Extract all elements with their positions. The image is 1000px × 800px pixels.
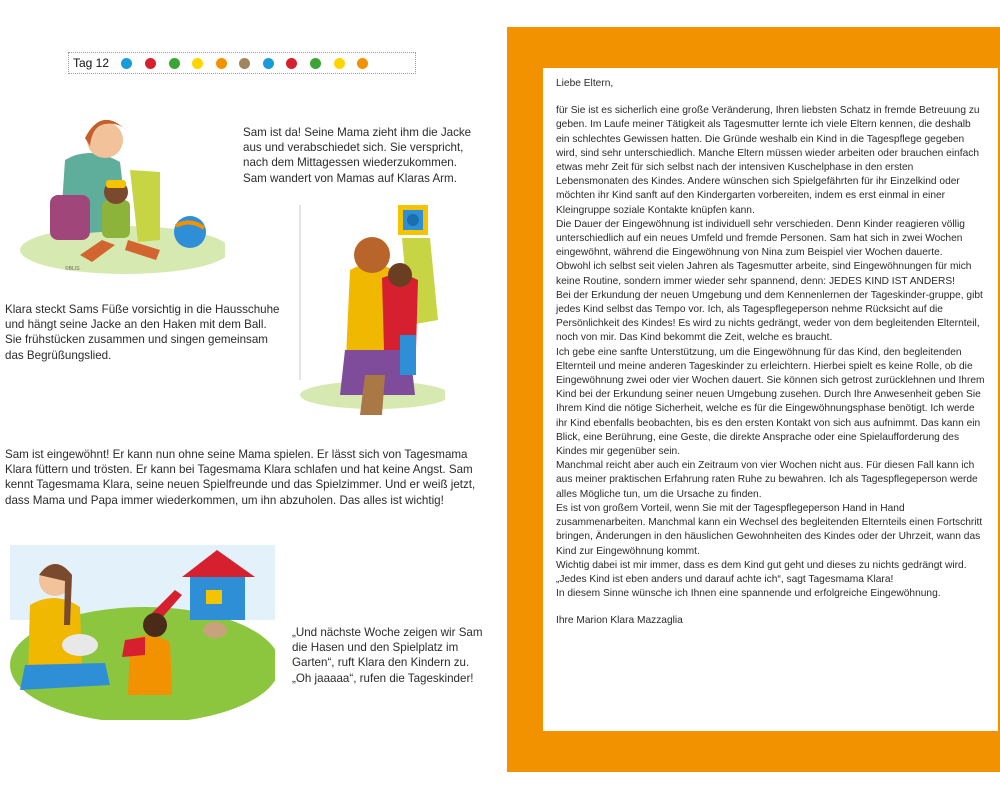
- letter-paragraph: Die Dauer der Eingewöhnung ist individuell sehr verschieden. Denn Kinder reagieren völlig unterschiedlich auf ein neues Umfeld und fremde Personen. Sam hat sich in zwei Wochen eingewöhnt, während die Eingewöhnung von Nina zum Beispiel vier Wochen dauerte.: [556, 218, 965, 259]
- letter-paragraph: Wichtig dabei ist mir immer, dass es dem Kind gut geht und dieses zu nichts gedrängt wird.: [556, 559, 967, 571]
- letter-signature: Ihre Marion Klara Mazzaglia: [556, 615, 683, 627]
- letter-paragraph: Es ist von großem Vorteil, wenn Sie mit der Tagespflegeperson Hand in Hand zusammenarbeiten. Manchmal kann ein Wechsel des begleitenden Elternteils einen Fortschritt bringen, Änderungen in den häuslichen Gewohnheiten des Kindes oder der Uhrzeit, wann das Kind zur Eingewöhnung kommt.: [556, 502, 983, 557]
- letter-paragraph: In diesem Sinne wünsche ich Ihnen eine spannende und erfolgreiche Eingewöhnung.: [556, 588, 941, 600]
- color-dot: [239, 58, 250, 69]
- letter-paragraph: Bei der Erkundung der neuen Umgebung und dem Kennenlernen der Tageskinder-gruppe, gibt jedes Kind selbst das Tempo vor. Ich, als Tagespflegeperson nehme Rücksicht auf die Persönlichkeit des Kindes! Es wird zu nichts gedrängt, weder von dem begleitenden Elternteil, noch von mir. Das Kind bekommt die Zeit, welche es braucht.: [556, 289, 983, 344]
- illustration-hanging-jacket: [290, 200, 445, 420]
- color-dot: [192, 58, 203, 69]
- letter-paragraph: „Jedes Kind ist eben anders und darauf achte ich“, sagt Tagesmama Klara!: [556, 573, 894, 585]
- color-dot: [216, 58, 227, 69]
- story-paragraph-1: Sam ist da! Seine Mama zieht ihm die Jacke aus und verabschiedet sich. Sie verspricht, nach dem Mittagessen wiederzukommen. Sam wandert von Mamas auf Klaras Arm.: [243, 126, 472, 185]
- copyright-mark: ©BLIS: [65, 266, 80, 272]
- story-quote-klara: „Und nächste Woche zeigen wir Sam die Hasen und den Spielplatz im Garten“, ruft Klara den Kindern zu.: [292, 626, 483, 670]
- story-paragraph-4: [292, 625, 487, 686]
- letter-paragraph: Ich gebe eine sanfte Unterstützung, um die Eingewöhnung für das Kind, den begleitenden Elternteil und meine anderen Tageskinder zu erleichtern. Hierbei spielt es keine Rolle, ob die Eingewöhnung zwei oder vier Wochen dauert. Sie können sich getrost zurücklehnen und Ihrem Kind bei der Erkundung seiner neuen Umgebung zusehen. Durch Ihre Anwesenheit geben Sie Ihrem Kind die nötige Sicherheit, welche es für die Eingewöhnungsphase benötigt. Ich werde ihr Kind ebenfalls beobachten, bis es den ersten Kontakt von sich aus aufnimmt. Das kann ein Blick, eine Berührung, eine Geste, die direkte Ansprache oder eine Spielaufforderung des Kindes mir gegenüber sein.: [556, 346, 985, 458]
- letter-paragraph: Manchmal reicht aber auch ein Zeitraum von vier Wochen nicht aus. Für diesen Fall kann ich aus meiner praktischen Erfahrung raten Ruhe zu bewahren. Ich als Tagespflegeperson werde alles Mögliche tun, um die Ursache zu finden.: [556, 460, 978, 500]
- day-tag-bar: [68, 52, 416, 74]
- illustration-garden-rabbits: [10, 545, 275, 720]
- color-dot: [263, 58, 274, 69]
- color-dot: [121, 58, 132, 69]
- story-paragraph-3: Sam ist eingewöhnt! Er kann nun ohne seine Mama spielen. Er lässt sich von Tagesmama Klara füttern und trösten. Er kann bei Tagesmama Klara schlafen und hat keine Angst. Sam kennt Tagesmama Klara, seine neuen Spielfreunde und das Spielzimmer. Und er weiß jetzt, dass Mama und Papa immer wiederkommen, um ihn abzuholen. Das alles ist wichtig!: [5, 448, 476, 507]
- color-dot: [310, 58, 321, 69]
- letter-greeting: Liebe Eltern,: [556, 78, 614, 89]
- color-dot: [334, 58, 345, 69]
- letter-to-parents: [556, 77, 986, 629]
- color-dot-row: [115, 58, 375, 69]
- day-tag-label: Tag 12: [73, 56, 110, 70]
- color-dot: [169, 58, 180, 69]
- color-dot: [145, 58, 156, 69]
- letter-paragraph: Obwohl ich selbst seit vielen Jahren als Tagesmutter arbeite, sind Eingewöhnungen für mich keine Routine, sondern immer wieder sehr spannend, denn: JEDES KIND IST ANDERS!: [556, 261, 972, 287]
- illustration-mother-takes-off-jacket: [10, 100, 225, 280]
- story-quote-children: „Oh jaaaaa“, rufen die Tageskinder!: [292, 671, 474, 685]
- letter-paragraph: für Sie ist es sicherlich eine große Veränderung, Ihren liebsten Schatz in fremde Betreuung zu geben. Im Laufe meiner Tätigkeit als Tagesmutter lernte ich viele Eltern kennen, die deshalb ein schlechtes Gewissen hatten. Die Gründe weshalb ein Kind in die Tagespflege gegeben wird, sind sehr unterschiedlich. Manche Eltern müssen wieder arbeiten oder brauchen einfach etwas mehr Zeit für sich selbst nach der intensiven Kuschelphase in den ersten Lebensmonaten des Kindes. Andere wünschen sich Spielgefährten für ihr Einzelkind oder möchten ihr Kind sanft auf den Kindergarten vorbereiten, indem es erst einmal in einer Kleingruppe soziale Kontakte knüpfen kann.: [556, 105, 980, 216]
- color-dot: [286, 58, 297, 69]
- color-dot: [357, 58, 368, 69]
- story-paragraph-2: Klara steckt Sams Füße vorsichtig in die Hausschuhe und hängt seine Jacke an den Haken mit dem Ball. Sie frühstücken zusammen und singen gemeinsam das Begrüßungslied.: [5, 303, 280, 362]
